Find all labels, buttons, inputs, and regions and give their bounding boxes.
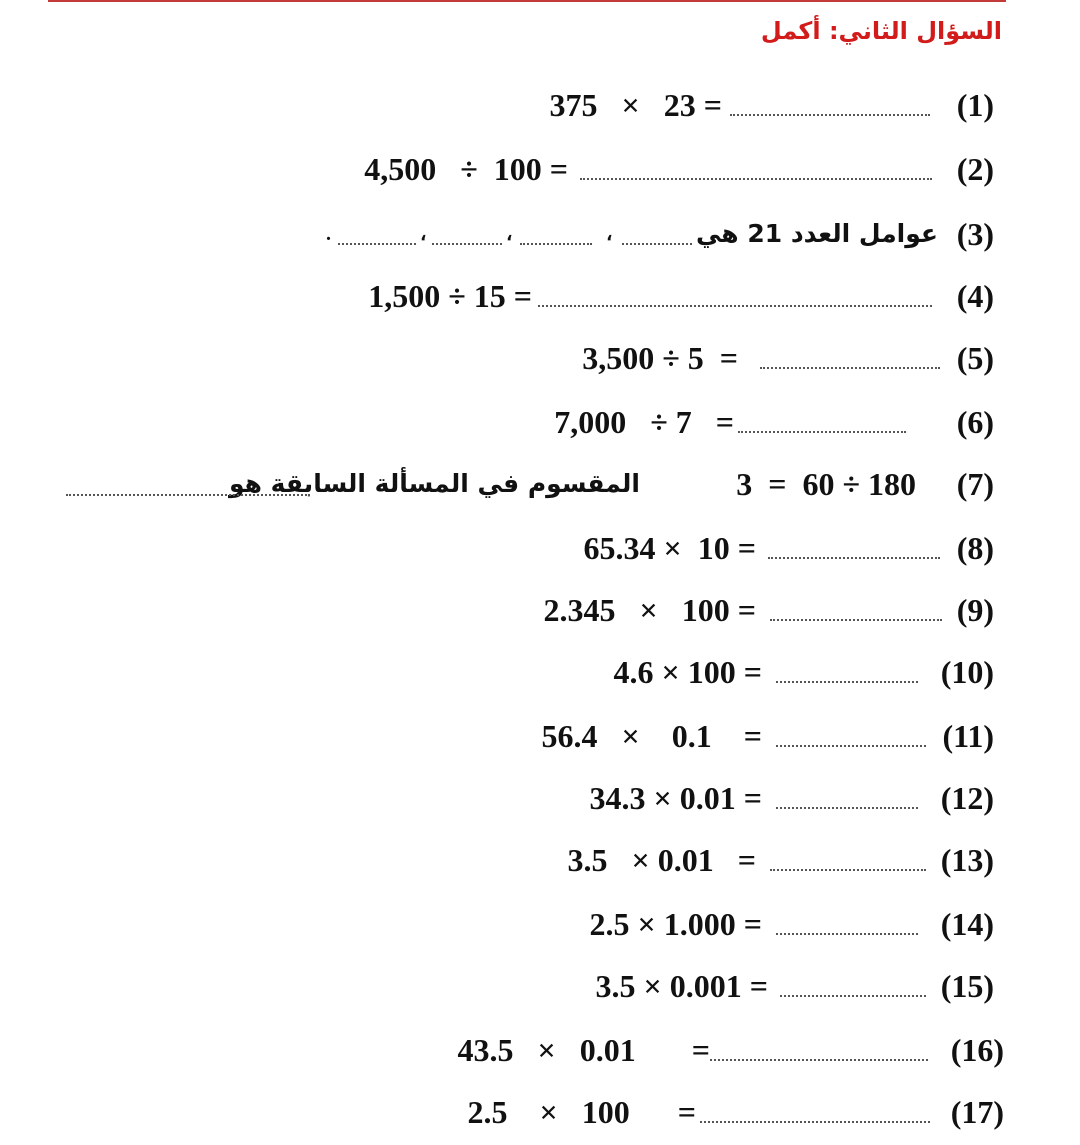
answer-blank[interactable] bbox=[730, 114, 930, 116]
question-number: (16) bbox=[950, 1032, 1004, 1068]
answer-blank[interactable] bbox=[520, 243, 592, 245]
top-divider bbox=[48, 0, 1006, 2]
answer-blank[interactable] bbox=[700, 1121, 930, 1123]
answer-blank[interactable] bbox=[622, 243, 692, 245]
question-expression: 56.4 × 0.1 = bbox=[541, 718, 762, 754]
question-number: (11) bbox=[942, 718, 994, 754]
question-number: (9) bbox=[956, 592, 994, 628]
question-number: (8) bbox=[956, 530, 994, 566]
answer-blank[interactable] bbox=[770, 619, 942, 621]
question-expression: 2.5 × 1.000 = bbox=[589, 906, 762, 942]
question-number: (4) bbox=[956, 278, 994, 314]
answer-blank[interactable] bbox=[760, 367, 940, 369]
question-number: (10) bbox=[940, 654, 994, 690]
question-expression: 3 = 60 ÷ 180 bbox=[736, 466, 916, 502]
question-expression: 3,500 ÷ 5 = bbox=[582, 340, 738, 376]
answer-blank[interactable] bbox=[776, 807, 918, 809]
answer-blank[interactable] bbox=[432, 243, 502, 245]
separator: ، bbox=[606, 223, 613, 245]
question-number: (1) bbox=[956, 87, 994, 123]
question-number: (14) bbox=[940, 906, 994, 942]
answer-blank[interactable] bbox=[710, 1059, 928, 1061]
question-expression: 7,000 ÷ 7 = bbox=[554, 404, 734, 440]
question-number: (2) bbox=[956, 151, 994, 187]
question-number: (5) bbox=[956, 340, 994, 376]
end-dot: . bbox=[326, 223, 331, 245]
answer-blank[interactable] bbox=[776, 681, 918, 683]
answer-blank[interactable] bbox=[770, 869, 926, 871]
separator: ، bbox=[506, 223, 513, 245]
question-number: (13) bbox=[940, 842, 994, 878]
question-number: (17) bbox=[950, 1094, 1004, 1130]
question-expression: 43.5 × 0.01 = bbox=[457, 1032, 710, 1068]
question-expression: 65.34 × 10 = bbox=[583, 530, 756, 566]
answer-blank[interactable] bbox=[768, 557, 940, 559]
question-text: عوامل العدد 21 هي bbox=[696, 219, 938, 248]
question-expression: 2.345 × 100 = bbox=[543, 592, 756, 628]
question-expression: 34.3 × 0.01 = bbox=[589, 780, 762, 816]
question-expression: 3.5 × 0.01 = bbox=[567, 842, 756, 878]
question-number: (15) bbox=[940, 968, 994, 1004]
question-number: (3) bbox=[956, 216, 994, 252]
question-number: (6) bbox=[956, 404, 994, 440]
question-expression: 375 × 23 = bbox=[549, 87, 722, 123]
answer-blank[interactable] bbox=[780, 995, 926, 997]
question-expression: 4.6 × 100 = bbox=[613, 654, 762, 690]
question-number: (12) bbox=[940, 780, 994, 816]
answer-blank[interactable] bbox=[580, 178, 932, 180]
page-title: السؤال الثاني: أكمل bbox=[760, 17, 1002, 45]
separator: ، bbox=[420, 223, 427, 245]
answer-blank[interactable] bbox=[538, 305, 932, 307]
question-expression: 3.5 × 0.001 = bbox=[595, 968, 768, 1004]
answer-blank[interactable] bbox=[66, 494, 310, 496]
answer-blank[interactable] bbox=[776, 745, 926, 747]
question-expression: 2.5 × 100 = bbox=[467, 1094, 696, 1130]
question-expression: 1,500 ÷ 15 = bbox=[368, 278, 532, 314]
question-text: المقسوم في المسألة السابقة هو bbox=[228, 469, 640, 498]
answer-blank[interactable] bbox=[776, 933, 918, 935]
answer-blank[interactable] bbox=[338, 243, 416, 245]
answer-blank[interactable] bbox=[738, 431, 906, 433]
question-expression: 4,500 ÷ 100 = bbox=[364, 151, 568, 187]
question-number: (7) bbox=[956, 466, 994, 502]
